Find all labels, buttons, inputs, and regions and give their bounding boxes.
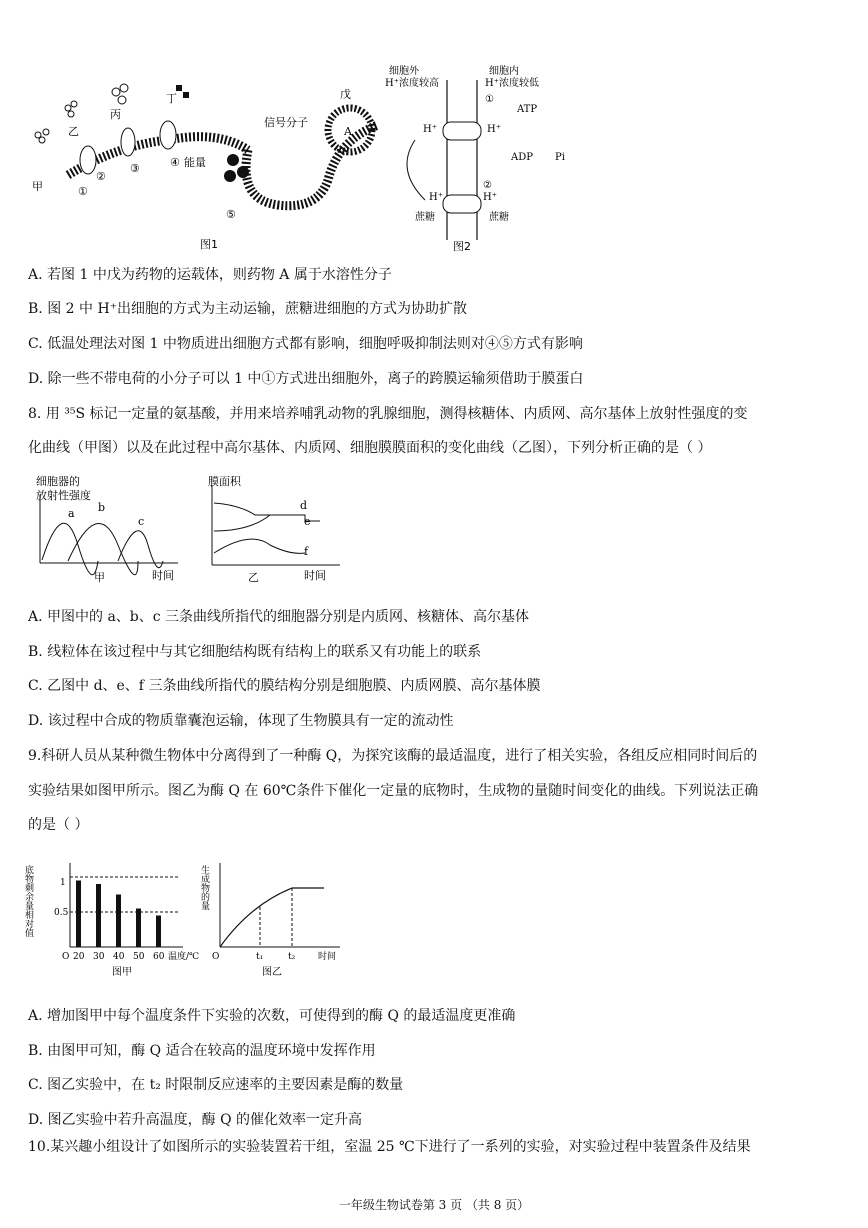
- q9-option-d: D. 图乙实验中若升高温度，酶 Q 的催化效率一定升高: [28, 1112, 363, 1128]
- q8-option-a: A. 甲图中的 a、b、c 三条曲线所指代的细胞器分别是内质网、核糖体、高尔基体: [28, 609, 530, 625]
- bar-ylabel: 底物剩余量相对值: [23, 865, 33, 937]
- q7-option-a: A. 若图 1 中戊为药物的运载体，则药物 A 属于水溶性分子: [28, 267, 392, 283]
- fig2-h-right-2: H⁺: [483, 192, 497, 203]
- fig2-sucrose-left: 蔗糖: [415, 212, 435, 223]
- fig2-h-right: H⁺: [487, 124, 501, 135]
- bar-xtick-30: 30: [93, 952, 105, 962]
- line-origin: O: [212, 952, 220, 962]
- line-xtick-t1: t₁: [256, 952, 264, 962]
- jia-series-b: b: [98, 501, 106, 514]
- fig2-outside-1: 细胞外: [389, 66, 419, 77]
- fig2-sucrose-right: 蔗糖: [489, 212, 509, 223]
- jia-ylabel-2: 放射性强度: [36, 489, 91, 502]
- figure-2: [385, 60, 575, 255]
- bar-ytick-1: 1: [60, 878, 66, 888]
- line-xtick-t2: t₂: [288, 952, 296, 962]
- fig1-label-jia: 甲: [32, 180, 43, 193]
- q8-option-d: D. 该过程中合成的物质靠囊泡运输，体现了生物膜具有一定的流动性: [28, 713, 454, 729]
- bar-20: [76, 881, 81, 948]
- fig1-label-A: A: [344, 125, 352, 138]
- bar-xtick-20: 20: [73, 952, 85, 962]
- fig1-label-ding: 丁: [166, 92, 177, 105]
- jia-caption: 甲: [94, 571, 105, 584]
- q9-option-a: A. 增加图甲中每个温度条件下实验的次数，可使得到的酶 Q 的最适温度更准确: [28, 1008, 516, 1024]
- yi-series-f: f: [304, 545, 309, 558]
- fig1-caption: 图1: [200, 238, 218, 251]
- fig2-outside-2: H⁺浓度较高: [385, 78, 439, 89]
- q8-chart-jia: [28, 475, 188, 587]
- fig1-label-n5: ⑤: [226, 208, 236, 221]
- fig2-caption: 图2: [453, 240, 471, 253]
- q10-stem: 10.某兴趣小组设计了如图所示的实验装置若干组，室温 25 ℃下进行了一系列的实验，对实验过程中装置条件及结果: [28, 1139, 751, 1155]
- yi-ylabel: 膜面积: [208, 475, 241, 488]
- bar-xtick-60: 60: [153, 952, 165, 962]
- jia-ylabel-1: 细胞器的: [36, 475, 80, 488]
- fig1-label-bing: 丙: [110, 108, 121, 121]
- line-series-product: [220, 888, 324, 947]
- q8-stem-line1: 8. 用 ³⁵S 标记一定量的氨基酸，并用来培养哺乳动物的乳腺细胞，测得核糖体、内质网、高尔基体上放射性强度的变: [28, 406, 748, 422]
- fig1-label-wu: 戊: [340, 88, 351, 101]
- fig2-n2: ②: [483, 180, 492, 191]
- q9-option-c: C. 图乙实验中，在 t₂ 时限制反应速率的主要因素是酶的数量: [28, 1077, 404, 1093]
- q8-option-b: B. 线粒体在该过程中与其它细胞结构既有结构上的联系又有功能上的联系: [28, 644, 482, 660]
- q7-option-b: B. 图 2 中 H⁺出细胞的方式为主动运输，蔗糖进细胞的方式为协助扩散: [28, 301, 468, 317]
- q7-option-d: D. 除一些不带电荷的小分子可以 1 中①方式进出细胞外，离子的跨膜运输须借助于膜蛋白: [28, 371, 584, 387]
- figure-1: [28, 80, 393, 255]
- q8-chart-yi: [200, 475, 360, 587]
- yi-xlabel: 时间: [304, 569, 326, 582]
- jia-series-a: a: [68, 507, 75, 520]
- fig1-label-n3: ③: [130, 162, 140, 175]
- fig1-label-yi: 乙: [68, 125, 79, 138]
- yi-caption: 乙: [248, 571, 259, 584]
- fig1-label-n2: ②: [96, 170, 106, 183]
- jia-series-c: c: [138, 515, 145, 528]
- page-footer: 一年级生物试卷第 3 页 （共 8 页）: [338, 1198, 530, 1212]
- yi-series-e: e: [304, 515, 311, 528]
- bar-xtick-40: 40: [113, 952, 125, 962]
- fig1-label-energy: 能量: [184, 156, 206, 169]
- bar-50: [136, 909, 141, 948]
- yi-series-d: d: [300, 499, 308, 512]
- fig1-label-signal: 信号分子: [264, 116, 308, 129]
- line-xlabel: 时间: [318, 952, 337, 962]
- q9-option-b: B. 由图甲可知，酶 Q 适合在较高的温度环境中发挥作用: [28, 1043, 376, 1059]
- line-ylabel: 生成物的量: [199, 865, 209, 910]
- fig2-n1: ①: [485, 94, 494, 105]
- fig2-inside-2: H⁺浓度较低: [485, 78, 539, 89]
- fig2-h-left-2: H⁺: [429, 192, 443, 203]
- fig1-label-n1: ①: [78, 185, 88, 198]
- q9-stem-line2: 实验结果如图甲所示。图乙为酶 Q 在 60℃条件下催化一定量的底物时，生成物的量随时间变化的曲线。下列说法正确: [28, 783, 759, 799]
- bar-xlabel: 温度/℃: [168, 952, 200, 962]
- q8-option-c: C. 乙图中 d、e、f 三条曲线所指代的膜结构分别是细胞膜、内质网膜、高尔基体膜: [28, 678, 541, 694]
- jia-xlabel: 时间: [152, 569, 174, 582]
- q9-chart-yi: [200, 855, 350, 980]
- bar-caption: 图甲: [112, 967, 132, 978]
- line-caption: 图乙: [262, 967, 282, 978]
- q9-stem-line1: 9.科研人员从某种微生物体中分离得到了一种酶 Q，为探究该酶的最适温度，进行了相关实验，各组反应相同时间后的: [28, 748, 758, 764]
- fig2-pi: Pi: [555, 152, 565, 163]
- bar-origin: O: [62, 952, 70, 962]
- fig2-atp: ATP: [517, 104, 538, 115]
- fig2-inside-1: 细胞内: [489, 66, 519, 77]
- q7-option-c: C. 低温处理法对图 1 中物质进出细胞方式都有影响，细胞呼吸抑制法则对④⑤方式有影响: [28, 336, 583, 352]
- fig2-h-left: H⁺: [423, 124, 437, 135]
- bar-xtick-50: 50: [133, 952, 145, 962]
- bar-ytick-05: 0.5: [54, 908, 69, 918]
- q9-stem-line3: 的是（ ）: [28, 817, 89, 833]
- q8-stem-line2: 化曲线（甲图）以及在此过程中高尔基体、内质网、细胞膜膜面积的变化曲线（乙图），下列分析正确的是（ ）: [28, 440, 712, 456]
- fig1-label-n4: ④: [170, 156, 180, 169]
- bar-60: [156, 916, 161, 948]
- bar-40: [116, 895, 121, 948]
- fig2-adp: ADP: [511, 152, 533, 163]
- q9-chart-jia: [23, 855, 200, 980]
- bar-30: [96, 884, 101, 947]
